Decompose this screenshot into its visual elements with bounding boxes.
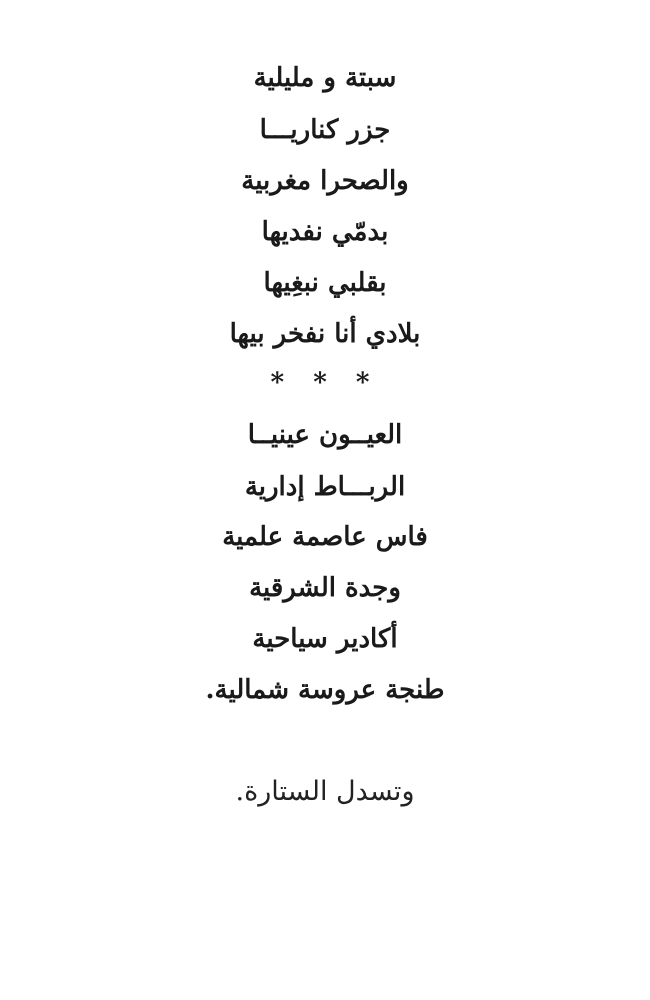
poem-line: بلادي أنا نفخر بيها: [229, 319, 421, 349]
poem-line: الربـــاط إدارية: [244, 472, 406, 502]
poem-line: فاس عاصمة علمية: [222, 522, 428, 552]
stanza-separator: * * *: [270, 368, 380, 398]
poem-line: العيــون عينيــا: [247, 420, 403, 450]
poem-line: وجدة الشرقية: [249, 573, 401, 603]
poem-line: طنجة عروسة شمالية.: [205, 675, 445, 705]
poem-line: والصحرا مغربية: [241, 166, 409, 196]
poem-line: أكادير سياحية: [252, 624, 398, 654]
closing-line: وتسدل الستارة.: [235, 776, 415, 807]
poem-line: بدمّي نفديها: [261, 217, 389, 247]
poem-line: جزر كناريـــا: [259, 115, 391, 145]
poem-line: سبتة و مليلية: [253, 63, 397, 93]
poem-line: بقلبي نبغِيها: [263, 268, 387, 298]
